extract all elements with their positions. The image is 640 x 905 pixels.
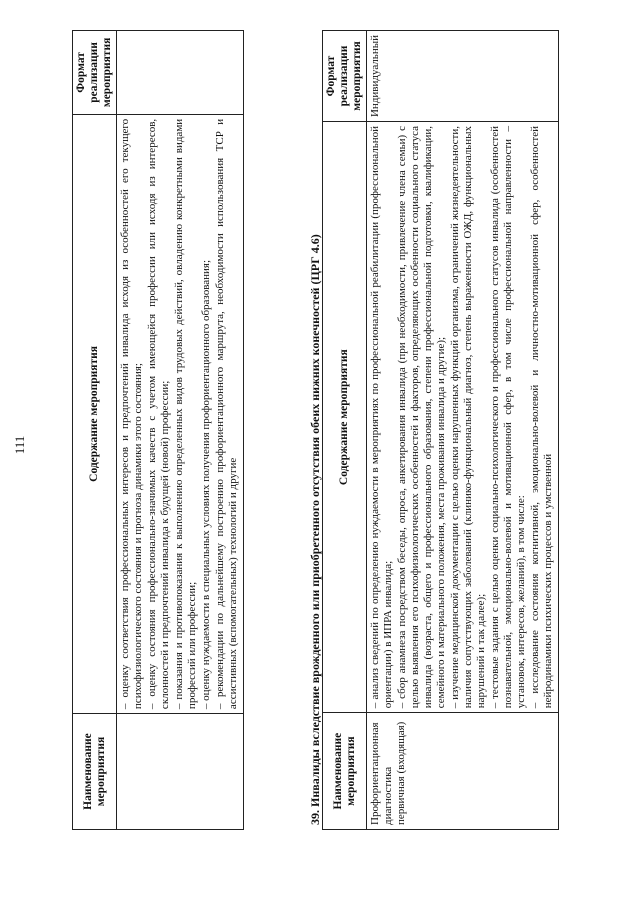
table-continuation <box>72 30 244 830</box>
list-item: – оценку соответствия профессиональных интересов и предпочтений инвалида исходя из особенностей его текущего психофизиологического состояния и прогноза динамики этого состояния; <box>119 118 144 710</box>
page-number: 111 <box>12 435 27 455</box>
list-item: – тестовые задания с целью оценки социально-психологического и профессионального статусов инвалида (особенностей познавательной, эмоционально-волевой и мотивационной сфер, в том числе профессиональной направленности – установок, интересов, желаний), в том числе: <box>489 126 527 709</box>
list-item: – анализ сведений по определению нуждаемости в мероприятиях по профессиональной реабилитации (профессиональной ориентации) в ИПРА инвалида; <box>369 126 394 709</box>
list-item: – исследование состояния когнитивной, эмоционально-волевой и личностно-мотивационной сфер, особенностей нейродинамики психических процессов и умственной <box>529 126 554 709</box>
header-content: Содержание мероприятия <box>73 114 117 713</box>
cell-content <box>117 114 244 713</box>
table-row <box>367 31 559 830</box>
cell-content <box>367 122 559 713</box>
cell-format: Индивидуальный <box>367 31 559 122</box>
list-item: – оценку состояния профессионально-значимых качеств с учетом имеющейся профессии или исходя из интересов, склонностей и предпочтений инвалида к будущей (новой) профессии; <box>146 118 171 710</box>
section-title: 39. Инвалиды вследствие врожденного или приобретенного отсутствия обеих нижних конечностей (ЦРГ 4.6) <box>308 234 322 825</box>
list-item: – показания и противопоказания к выполнению определенных видов трудовых действий, овладению конкретными видами профессий или профессии; <box>173 118 198 710</box>
header-name: Наименование мероприятия <box>73 714 117 830</box>
table-section-39 <box>322 30 559 830</box>
cell-activity-name: Профориентационная диагностика первичная (входящая) <box>367 713 559 830</box>
header-format: Формат реализации мероприятия <box>323 31 367 122</box>
table-row <box>117 31 244 830</box>
header-format: Формат реализации мероприятия <box>73 31 117 115</box>
cell-format-empty <box>117 31 244 115</box>
list-item: – рекомендации по дальнейшему построению профориентационного маршрута, необходимости использования ТСР и ассистивных (вспомогательных) технологий и другие <box>214 118 239 710</box>
list-item: – оценку нуждаемости в специальных условиях получения профориентационного образования; <box>200 259 212 710</box>
table-header-row <box>323 31 367 830</box>
list-item: – сбор анамнеза посредством беседы, опроса, анкетирования инвалида (при необходимости, привлечение члена семьи) с целью выявления его психофизиологических особенностей и факторов, определяющих особенности социального статуса инвалида (возраста, общего и профессионального образования, степени профессиональной подготовки, квалификации, семейного и материального положения, места проживания инвалида и другие); <box>396 126 447 709</box>
header-content: Содержание мероприятия <box>323 122 367 713</box>
table-header-row <box>73 31 117 830</box>
list-item: – изучение медицинской документации с целью оценки нарушенных функций организма, ограничений жизнедеятельности, наличия сопутствующих заболеваний (клинико-функциональный диагноз, степень выраженности ОЖД, функциональных нарушений и так далее); <box>449 126 487 709</box>
header-name: Наименование мероприятия <box>323 713 367 830</box>
cell-name-empty <box>117 714 244 830</box>
